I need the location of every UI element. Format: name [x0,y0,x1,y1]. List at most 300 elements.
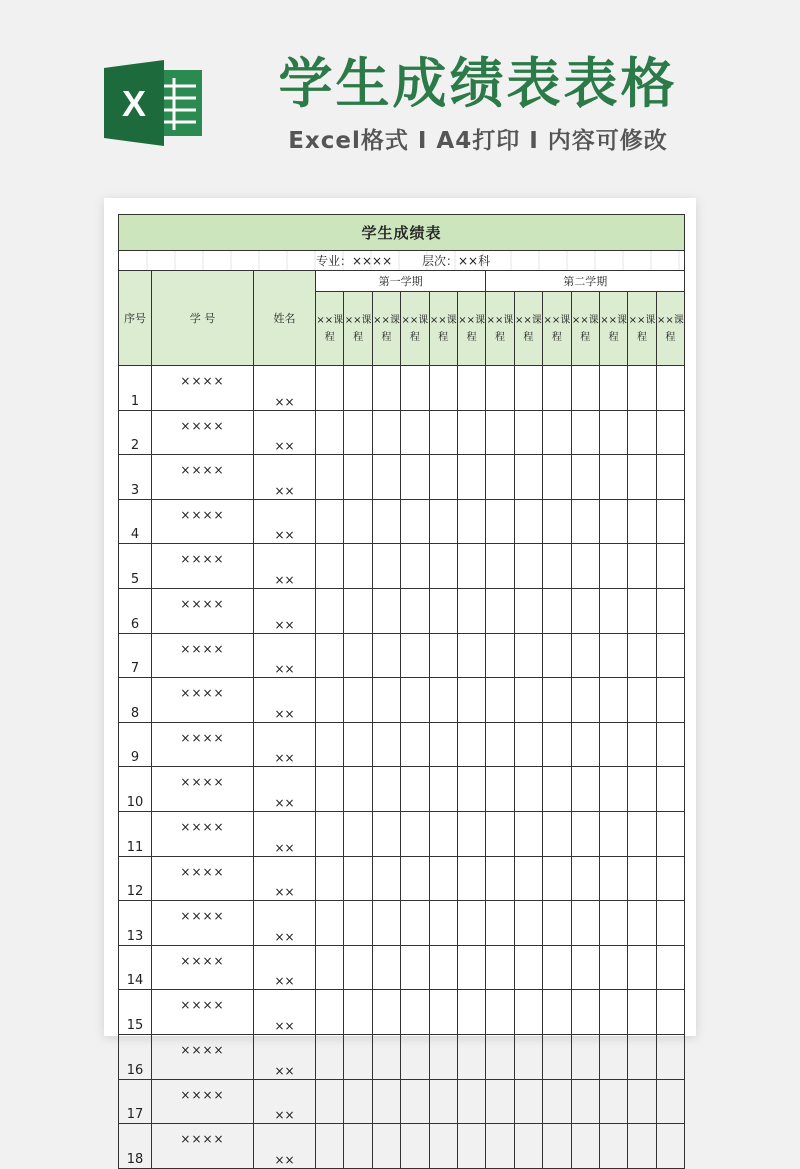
score-cell[interactable] [316,811,344,856]
row-name[interactable]: ×× [254,1079,316,1124]
score-cell[interactable] [543,366,571,411]
score-cell[interactable] [429,990,457,1035]
score-cell[interactable] [514,1124,542,1169]
score-cell[interactable] [372,990,400,1035]
course-header[interactable]: ××课程 [486,292,514,366]
score-cell[interactable] [628,410,656,455]
row-name[interactable]: ×× [254,811,316,856]
score-cell[interactable] [401,901,429,946]
score-cell[interactable] [514,499,542,544]
score-cell[interactable] [599,499,627,544]
score-cell[interactable] [656,499,684,544]
score-cell[interactable] [344,633,372,678]
row-student-id[interactable]: ×××× [152,856,254,901]
score-cell[interactable] [656,767,684,812]
course-header[interactable]: ××课程 [344,292,372,366]
score-cell[interactable] [571,588,599,633]
row-student-id[interactable]: ×××× [152,366,254,411]
row-name[interactable]: ×× [254,544,316,589]
score-cell[interactable] [457,544,485,589]
score-cell[interactable] [372,856,400,901]
score-cell[interactable] [429,678,457,723]
row-index[interactable]: 18 [119,1124,152,1169]
course-header[interactable]: ××课程 [316,292,344,366]
score-cell[interactable] [372,410,400,455]
score-cell[interactable] [543,990,571,1035]
score-cell[interactable] [599,410,627,455]
score-cell[interactable] [514,856,542,901]
score-cell[interactable] [514,544,542,589]
score-cell[interactable] [429,856,457,901]
score-cell[interactable] [372,455,400,500]
score-cell[interactable] [599,678,627,723]
score-cell[interactable] [514,678,542,723]
score-cell[interactable] [316,366,344,411]
score-cell[interactable] [628,767,656,812]
score-cell[interactable] [514,990,542,1035]
score-cell[interactable] [571,1034,599,1079]
row-name[interactable]: ×× [254,901,316,946]
score-cell[interactable] [429,588,457,633]
row-name[interactable]: ×× [254,455,316,500]
score-cell[interactable] [514,1034,542,1079]
score-cell[interactable] [486,767,514,812]
row-name[interactable]: ×× [254,767,316,812]
score-cell[interactable] [599,901,627,946]
semester-header[interactable]: 第二学期 [486,271,685,292]
score-cell[interactable] [656,366,684,411]
row-index[interactable]: 12 [119,856,152,901]
score-cell[interactable] [344,1034,372,1079]
row-name[interactable]: ×× [254,678,316,723]
score-cell[interactable] [486,678,514,723]
header-index[interactable]: 序号 [119,271,152,366]
row-student-id[interactable]: ×××× [152,1034,254,1079]
score-cell[interactable] [628,499,656,544]
score-cell[interactable] [514,588,542,633]
score-cell[interactable] [543,945,571,990]
score-cell[interactable] [543,544,571,589]
row-name[interactable]: ×× [254,990,316,1035]
row-index[interactable]: 1 [119,366,152,411]
score-cell[interactable] [486,1124,514,1169]
score-cell[interactable] [316,945,344,990]
score-cell[interactable] [429,901,457,946]
score-cell[interactable] [344,366,372,411]
score-cell[interactable] [543,455,571,500]
row-name[interactable]: ×× [254,722,316,767]
score-cell[interactable] [628,1079,656,1124]
score-cell[interactable] [401,1079,429,1124]
score-cell[interactable] [429,767,457,812]
score-cell[interactable] [628,544,656,589]
score-cell[interactable] [429,811,457,856]
score-cell[interactable] [344,588,372,633]
score-cell[interactable] [514,366,542,411]
score-cell[interactable] [344,767,372,812]
info-row[interactable] [119,251,685,271]
score-cell[interactable] [571,633,599,678]
row-index[interactable]: 11 [119,811,152,856]
score-cell[interactable] [571,410,599,455]
score-cell[interactable] [401,633,429,678]
score-cell[interactable] [543,588,571,633]
score-cell[interactable] [514,901,542,946]
score-cell[interactable] [457,499,485,544]
row-index[interactable]: 17 [119,1079,152,1124]
score-cell[interactable] [372,366,400,411]
score-cell[interactable] [372,1079,400,1124]
score-cell[interactable] [401,410,429,455]
course-header[interactable]: ××课程 [599,292,627,366]
score-cell[interactable] [486,410,514,455]
score-cell[interactable] [344,901,372,946]
score-cell[interactable] [401,990,429,1035]
score-cell[interactable] [543,1034,571,1079]
score-cell[interactable] [543,856,571,901]
row-student-id[interactable]: ×××× [152,722,254,767]
score-cell[interactable] [656,455,684,500]
score-cell[interactable] [457,767,485,812]
score-cell[interactable] [486,455,514,500]
score-cell[interactable] [514,633,542,678]
score-cell[interactable] [486,990,514,1035]
score-cell[interactable] [401,588,429,633]
row-index[interactable]: 2 [119,410,152,455]
row-student-id[interactable]: ×××× [152,1124,254,1169]
score-cell[interactable] [372,678,400,723]
score-cell[interactable] [457,588,485,633]
score-cell[interactable] [401,678,429,723]
score-cell[interactable] [571,856,599,901]
score-cell[interactable] [316,499,344,544]
score-cell[interactable] [486,588,514,633]
score-cell[interactable] [372,767,400,812]
course-header[interactable]: ××课程 [571,292,599,366]
row-student-id[interactable]: ×××× [152,990,254,1035]
row-student-id[interactable]: ×××× [152,499,254,544]
score-cell[interactable] [628,1124,656,1169]
score-cell[interactable] [372,1124,400,1169]
score-cell[interactable] [372,544,400,589]
row-name[interactable]: ×× [254,410,316,455]
score-cell[interactable] [599,1034,627,1079]
row-index[interactable]: 9 [119,722,152,767]
row-name[interactable]: ×× [254,633,316,678]
score-cell[interactable] [344,945,372,990]
score-cell[interactable] [344,455,372,500]
score-cell[interactable] [372,588,400,633]
score-cell[interactable] [372,901,400,946]
score-cell[interactable] [599,455,627,500]
score-cell[interactable] [571,499,599,544]
score-cell[interactable] [316,856,344,901]
course-header[interactable]: ××课程 [628,292,656,366]
score-cell[interactable] [599,1079,627,1124]
score-cell[interactable] [571,767,599,812]
row-student-id[interactable]: ×××× [152,678,254,723]
score-cell[interactable] [656,544,684,589]
score-cell[interactable] [628,945,656,990]
row-student-id[interactable]: ×××× [152,455,254,500]
score-cell[interactable] [656,856,684,901]
score-cell[interactable] [571,544,599,589]
score-cell[interactable] [486,1034,514,1079]
score-cell[interactable] [429,410,457,455]
score-cell[interactable] [372,1034,400,1079]
score-cell[interactable] [571,945,599,990]
row-index[interactable]: 3 [119,455,152,500]
row-name[interactable]: ×× [254,856,316,901]
row-index[interactable]: 10 [119,767,152,812]
score-cell[interactable] [656,990,684,1035]
score-cell[interactable] [401,499,429,544]
score-cell[interactable] [656,1034,684,1079]
score-cell[interactable] [543,901,571,946]
score-cell[interactable] [514,410,542,455]
score-cell[interactable] [571,990,599,1035]
score-cell[interactable] [486,633,514,678]
score-cell[interactable] [628,588,656,633]
score-cell[interactable] [656,811,684,856]
score-cell[interactable] [543,722,571,767]
score-cell[interactable] [486,1079,514,1124]
score-cell[interactable] [628,1034,656,1079]
score-cell[interactable] [344,544,372,589]
row-name[interactable]: ×× [254,588,316,633]
score-cell[interactable] [571,811,599,856]
row-student-id[interactable]: ×××× [152,901,254,946]
score-cell[interactable] [316,544,344,589]
score-cell[interactable] [571,901,599,946]
row-index[interactable]: 14 [119,945,152,990]
score-cell[interactable] [571,722,599,767]
row-student-id[interactable]: ×××× [152,633,254,678]
score-cell[interactable] [514,811,542,856]
score-cell[interactable] [429,1034,457,1079]
score-cell[interactable] [628,811,656,856]
score-cell[interactable] [429,455,457,500]
course-header[interactable]: ××课程 [543,292,571,366]
score-cell[interactable] [457,1124,485,1169]
row-name[interactable]: ×× [254,1124,316,1169]
score-cell[interactable] [628,722,656,767]
score-cell[interactable] [486,722,514,767]
score-cell[interactable] [543,1124,571,1169]
score-cell[interactable] [628,901,656,946]
course-header[interactable]: ××课程 [457,292,485,366]
row-student-id[interactable]: ×××× [152,410,254,455]
score-cell[interactable] [656,722,684,767]
score-cell[interactable] [486,945,514,990]
row-student-id[interactable]: ×××× [152,1079,254,1124]
score-cell[interactable] [486,366,514,411]
row-index[interactable]: 8 [119,678,152,723]
row-name[interactable]: ×× [254,1034,316,1079]
score-cell[interactable] [429,366,457,411]
score-cell[interactable] [656,678,684,723]
row-index[interactable]: 16 [119,1034,152,1079]
row-index[interactable]: 6 [119,588,152,633]
score-cell[interactable] [344,1124,372,1169]
score-cell[interactable] [599,366,627,411]
score-cell[interactable] [543,811,571,856]
row-student-id[interactable]: ×××× [152,544,254,589]
score-cell[interactable] [514,945,542,990]
header-name[interactable]: 姓名 [254,271,316,366]
score-cell[interactable] [599,722,627,767]
score-cell[interactable] [571,366,599,411]
score-cell[interactable] [316,1124,344,1169]
score-cell[interactable] [599,945,627,990]
score-cell[interactable] [543,410,571,455]
score-cell[interactable] [656,945,684,990]
course-header[interactable]: ××课程 [656,292,684,366]
score-cell[interactable] [401,366,429,411]
score-cell[interactable] [457,990,485,1035]
course-header[interactable]: ××课程 [372,292,400,366]
score-cell[interactable] [372,811,400,856]
score-cell[interactable] [429,1079,457,1124]
score-cell[interactable] [543,767,571,812]
score-cell[interactable] [401,1124,429,1169]
score-cell[interactable] [316,901,344,946]
row-name[interactable]: ×× [254,499,316,544]
semester-header[interactable]: 第一学期 [316,271,486,292]
row-student-id[interactable]: ×××× [152,811,254,856]
score-cell[interactable] [571,678,599,723]
course-header[interactable]: ××课程 [401,292,429,366]
score-cell[interactable] [486,901,514,946]
score-cell[interactable] [543,633,571,678]
score-cell[interactable] [457,410,485,455]
score-cell[interactable] [316,1034,344,1079]
score-cell[interactable] [656,588,684,633]
score-cell[interactable] [316,722,344,767]
score-cell[interactable] [656,901,684,946]
score-cell[interactable] [571,1079,599,1124]
score-cell[interactable] [344,990,372,1035]
score-cell[interactable] [429,1124,457,1169]
score-cell[interactable] [486,544,514,589]
score-cell[interactable] [401,455,429,500]
score-cell[interactable] [571,455,599,500]
score-cell[interactable] [401,767,429,812]
score-cell[interactable] [429,544,457,589]
score-cell[interactable] [429,499,457,544]
score-cell[interactable] [344,499,372,544]
row-name[interactable]: ×× [254,945,316,990]
score-cell[interactable] [543,678,571,723]
score-cell[interactable] [599,856,627,901]
score-cell[interactable] [316,588,344,633]
header-student-id[interactable]: 学 号 [152,271,254,366]
score-cell[interactable] [457,811,485,856]
score-cell[interactable] [401,945,429,990]
row-index[interactable]: 13 [119,901,152,946]
score-cell[interactable] [457,1079,485,1124]
score-cell[interactable] [457,455,485,500]
score-cell[interactable] [429,945,457,990]
score-cell[interactable] [457,901,485,946]
score-cell[interactable] [372,722,400,767]
score-cell[interactable] [599,767,627,812]
score-cell[interactable] [344,410,372,455]
score-cell[interactable] [344,722,372,767]
score-cell[interactable] [599,633,627,678]
score-cell[interactable] [316,1079,344,1124]
score-cell[interactable] [316,990,344,1035]
course-header[interactable]: ××课程 [429,292,457,366]
score-cell[interactable] [429,633,457,678]
score-cell[interactable] [599,1124,627,1169]
row-index[interactable]: 15 [119,990,152,1035]
score-cell[interactable] [401,811,429,856]
score-cell[interactable] [457,722,485,767]
score-cell[interactable] [344,1079,372,1124]
sheet-title[interactable]: 学生成绩表 [119,215,685,251]
row-name[interactable]: ×× [254,366,316,411]
score-cell[interactable] [514,767,542,812]
score-cell[interactable] [656,1124,684,1169]
course-header[interactable]: ××课程 [514,292,542,366]
score-cell[interactable] [316,410,344,455]
score-cell[interactable] [628,633,656,678]
score-cell[interactable] [401,1034,429,1079]
score-cell[interactable] [514,722,542,767]
score-cell[interactable] [543,499,571,544]
score-cell[interactable] [457,1034,485,1079]
score-cell[interactable] [628,455,656,500]
row-index[interactable]: 7 [119,633,152,678]
score-cell[interactable] [401,544,429,589]
score-cell[interactable] [401,856,429,901]
score-cell[interactable] [344,678,372,723]
score-cell[interactable] [599,544,627,589]
score-cell[interactable] [599,588,627,633]
score-cell[interactable] [429,722,457,767]
score-cell[interactable] [344,811,372,856]
score-cell[interactable] [372,945,400,990]
score-cell[interactable] [571,1124,599,1169]
score-cell[interactable] [543,1079,571,1124]
score-cell[interactable] [344,856,372,901]
score-cell[interactable] [316,455,344,500]
score-cell[interactable] [628,856,656,901]
score-cell[interactable] [316,767,344,812]
score-cell[interactable] [486,856,514,901]
score-cell[interactable] [457,366,485,411]
score-cell[interactable] [656,410,684,455]
score-cell[interactable] [457,633,485,678]
score-cell[interactable] [372,499,400,544]
score-cell[interactable] [628,990,656,1035]
score-cell[interactable] [514,455,542,500]
score-cell[interactable] [316,678,344,723]
row-student-id[interactable]: ×××× [152,767,254,812]
score-cell[interactable] [514,1079,542,1124]
score-cell[interactable] [599,990,627,1035]
score-cell[interactable] [486,499,514,544]
score-cell[interactable] [486,811,514,856]
score-cell[interactable] [628,366,656,411]
row-index[interactable]: 5 [119,544,152,589]
score-cell[interactable] [316,633,344,678]
score-cell[interactable] [656,633,684,678]
score-cell[interactable] [372,633,400,678]
row-index[interactable]: 4 [119,499,152,544]
score-cell[interactable] [656,1079,684,1124]
